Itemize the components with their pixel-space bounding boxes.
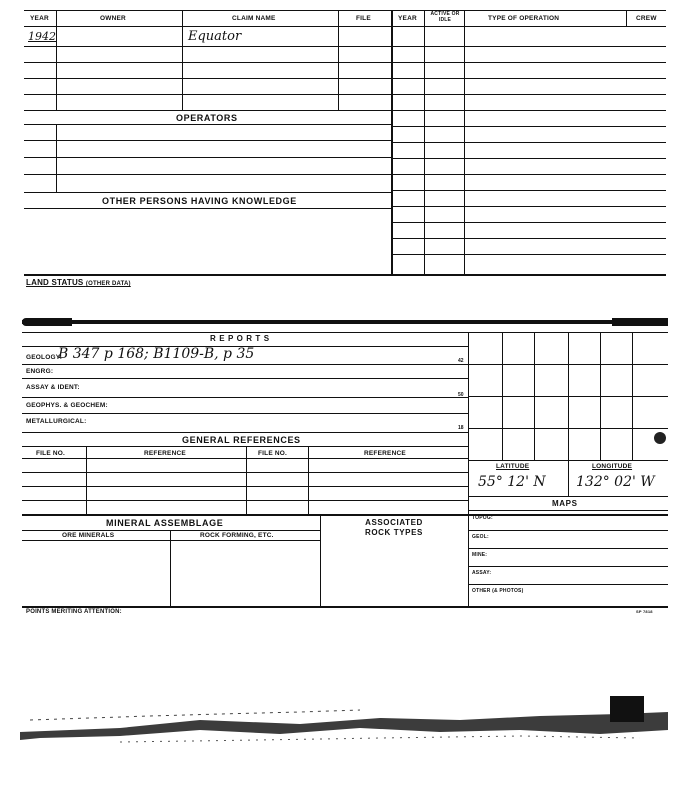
associated-rock-types-header: ASSOCIATED ROCK TYPES: [364, 518, 423, 537]
geophys-geochem-label: GEOPHYS. & GEOCHEM:: [26, 402, 108, 409]
ore-minerals-header: ORE MINERALS: [62, 532, 115, 539]
ops-year-column-header: YEAR: [398, 15, 417, 22]
rock-forming-header: ROCK FORMING, ETC.: [200, 532, 274, 539]
active-idle-column-header: ACTIVE OR IDLE: [430, 11, 460, 23]
entry-year: 1942: [28, 30, 56, 43]
crew-column-header: CREW: [636, 15, 657, 22]
file-column-header: FILE: [356, 15, 371, 22]
maps-mine-label: MINE:: [472, 552, 488, 558]
gr-file-no-2: FILE NO.: [258, 450, 288, 457]
maps-other-label: OTHER (& PHOTOS): [472, 588, 524, 594]
section-divider-bar: [22, 320, 668, 324]
mineral-assemblage-header: MINERAL ASSEMBLAGE: [106, 518, 224, 528]
points-meriting-attention-label: POINTS MERITING ATTENTION:: [26, 609, 122, 615]
geology-value: B 347 p 168; B1109-B, p 35: [58, 346, 255, 362]
gr-reference-2: REFERENCE: [364, 450, 406, 457]
longitude-label: LONGITUDE: [592, 463, 633, 470]
maps-header: MAPS: [552, 499, 578, 508]
year-column-header: YEAR: [30, 15, 49, 22]
geology-num: 42: [458, 358, 464, 364]
latitude-label: LATITUDE: [496, 463, 530, 470]
claim-name-column-header: CLAIM NAME: [232, 15, 276, 22]
entry-claim-name: Equator: [188, 29, 242, 44]
owner-column-header: OWNER: [100, 15, 126, 22]
scan-smudge-band: [0, 690, 678, 760]
scan-block-mark: [610, 696, 644, 722]
assay-num: 50: [458, 392, 464, 398]
form-code: SP 7818: [636, 609, 653, 614]
engrg-label: ENGRG:: [26, 368, 54, 375]
geology-label: GEOLOGY:: [26, 354, 63, 361]
metallurgical-label: METALLURGICAL:: [26, 418, 87, 425]
longitude-value: 132° 02' W: [576, 474, 655, 490]
other-persons-header: OTHER PERSONS HAVING KNOWLEDGE: [102, 196, 297, 206]
scan-mark-right: [612, 318, 668, 326]
gr-file-no-1: FILE NO.: [36, 450, 66, 457]
reports-header: R E P O R T S: [210, 334, 270, 343]
assay-ident-label: ASSAY & IDENT:: [26, 384, 80, 391]
latitude-value: 55° 12' N: [478, 474, 546, 490]
operators-header: OPERATORS: [176, 113, 238, 123]
scan-mark-left: [22, 318, 72, 326]
type-of-operation-column-header: TYPE OF OPERATION: [488, 15, 560, 22]
maps-topog-label: TOPOG:: [472, 515, 493, 521]
maps-geol-label: GEOL:: [472, 534, 489, 540]
land-status-label: LAND STATUS (OTHER DATA): [26, 278, 131, 287]
punch-hole-icon: [654, 432, 666, 444]
general-references-header: GENERAL REFERENCES: [182, 435, 301, 445]
maps-assay-label: ASSAY:: [472, 570, 492, 576]
metallurgical-num: 18: [458, 425, 464, 431]
gr-reference-1: REFERENCE: [144, 450, 186, 457]
